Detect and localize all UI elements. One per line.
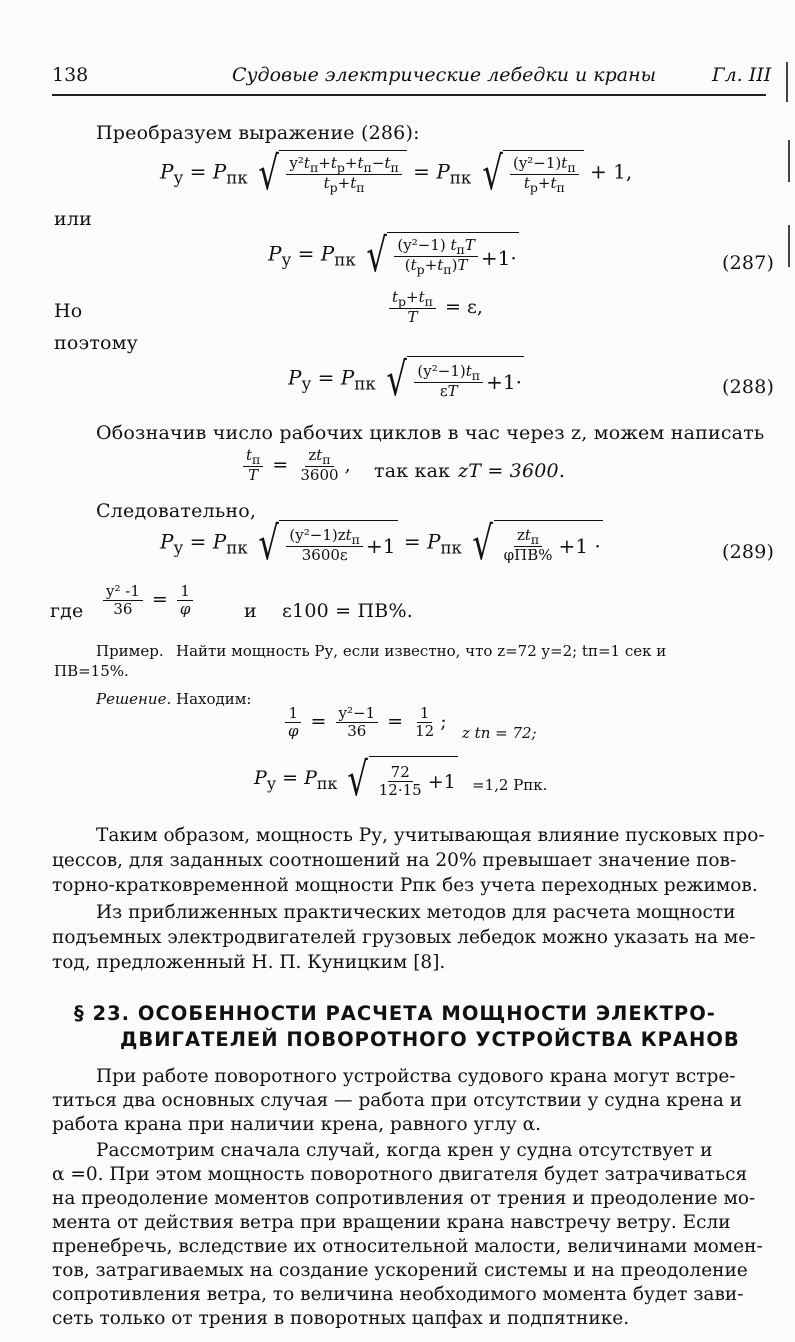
example-text-2: ПВ=15%. xyxy=(54,662,129,680)
section-heading-line-1: § 23. ОСОБЕННОСТИ РАСЧЕТА МОЩНОСТИ ЭЛЕКТРО- xyxy=(74,1002,716,1025)
margin-bar xyxy=(786,62,788,102)
para4-line: α =0. При этом мощность поворотного двигателя будет затрачиваться xyxy=(52,1164,748,1185)
formula-example-z: z tп = 72; xyxy=(462,724,537,742)
header-rule xyxy=(52,94,766,96)
word-poetomu: поэтому xyxy=(54,332,139,354)
para1-line: цессов, для заданных соотношений на 20% превышает значение пов- xyxy=(52,850,737,871)
word-and: и xyxy=(244,600,257,622)
para4-line: сеть только от трения в поворотных цапфах и подпятнике. xyxy=(52,1308,630,1329)
para4-line: тов, затрагиваемых на создание ускорений системы и на преодоление xyxy=(52,1260,748,1281)
section-heading-line-2: ДВИГАТЕЛЕЙ ПОВОРОТНОГО УСТРОЙСТВА КРАНОВ xyxy=(120,1028,740,1051)
formula-289: $P_у = P_{пк}$ √ $\frac{(y^2-1)zt_п}{3600\varepsilon}$ +1 = $P_{пк}$ √ $\frac{zt_п}{\text{φПВ\%}}$ +1 · xyxy=(160,516,601,570)
para3-line: При работе поворотного устройства судового крана могут встре- xyxy=(96,1066,736,1087)
formula-287: $P_у = P_{пк}$ √ $\frac{(y^2-1) t_пT}{(t_р+t_п)T}$ +1· xyxy=(268,228,517,282)
text-sledovatelno: Следовательно, xyxy=(96,500,257,522)
margin-bar xyxy=(788,225,790,267)
para2-line: Из приближенных практических методов для расчета мощности xyxy=(96,902,736,923)
formula-example-2: $P_у = P_{пк}$ √ $\frac{72}{12\cdot 15}$ +1 xyxy=(254,752,456,806)
para1-line: Таким образом, мощность Pу, учитывающая влияние пусковых про- xyxy=(96,825,765,846)
para4-line: сопротивления ветра, то величина необходимого момента будет зави- xyxy=(52,1284,744,1305)
text-oboznachiv: Обозначив число рабочих циклов в час через z, можем написать xyxy=(96,422,765,444)
solution-label: Решение. xyxy=(96,690,172,708)
para1-line: торно-кратковременной мощности Pпк без учета переходных режимов. xyxy=(52,875,758,896)
para2-line: подъемных электродвигателей грузовых лебедок можно указать на ме- xyxy=(52,927,756,948)
formula-tp-over-t: $\frac{t_п}{T}$ = $\frac{zt_п}{3600}$ , xyxy=(240,448,351,484)
formula-example-result: =1,2 Pпк. xyxy=(472,776,548,794)
formula-example-1: $\frac{1}{\varphi}$ = $\frac{\text{y²−1}}{36}$ = $\frac{1}{12}$ ; xyxy=(282,706,447,739)
word-gde: где xyxy=(50,600,84,622)
para4-line: на преодоление моментов сопротивления от трения и преодоление мо- xyxy=(52,1188,756,1209)
eq-number-289: (289) xyxy=(722,541,775,563)
para2-line: тод, предложенный Н. П. Куницким [8]. xyxy=(52,952,446,973)
formula-phi: $\frac{\text{y² -1}}{36}$ = $\frac{1}{\varphi}$ xyxy=(100,584,196,617)
example-text-1: Найти мощность Pу, если известно, что z=72 y=2; tп=1 сек и xyxy=(176,642,667,660)
example-label: Пример. xyxy=(96,642,164,660)
para3-line: титься два основных случая — работа при отсутствии у судна крена и xyxy=(52,1090,743,1111)
formula-1: $P_у = P_{пк}$ √ $\frac{y^2t_п+t_р+t_п-t_п}{t_р+t_п}$ = $P_{пк}$ √ $\frac{(y^2-1)t_п}{t_р+t_п}$ + 1, xyxy=(160,146,633,200)
margin-bar xyxy=(788,140,790,182)
formula-eps: $\frac{t_р+t_п}{T}$ = ε, xyxy=(386,290,483,326)
text-zt: zT = 3600. xyxy=(458,460,566,482)
word-no: Но xyxy=(54,300,83,322)
para4-line: пренебречь, вследствие их относительной малости, величинами момен- xyxy=(52,1236,763,1257)
intro-line: Преобразуем выражение (286): xyxy=(96,122,420,144)
chapter-label: Гл. III xyxy=(712,64,772,86)
running-title: Судовые электрические лебедки и краны xyxy=(232,64,657,86)
para4-line: Рассмотрим сначала случай, когда крен у судна отсутствует и xyxy=(96,1140,713,1161)
text-tak-kak: так как xyxy=(374,460,451,482)
eq-number-287: (287) xyxy=(722,252,775,274)
para4-line: мента от действия ветра при вращении крана навстречу ветру. Если xyxy=(52,1212,731,1233)
formula-288: $P_у = P_{пк}$ √ $\frac{(y^2-1)t_п}{\varepsilon T}$ +1· xyxy=(288,352,522,406)
page-number: 138 xyxy=(52,64,89,86)
para3-line: работа крана при наличии крена, равного углу α. xyxy=(52,1114,541,1135)
eq-number-288: (288) xyxy=(722,376,775,398)
solution-text: Находим: xyxy=(176,690,252,708)
word-ili: или xyxy=(54,208,92,230)
formula-pv: ε100 = ПВ%. xyxy=(282,600,413,622)
